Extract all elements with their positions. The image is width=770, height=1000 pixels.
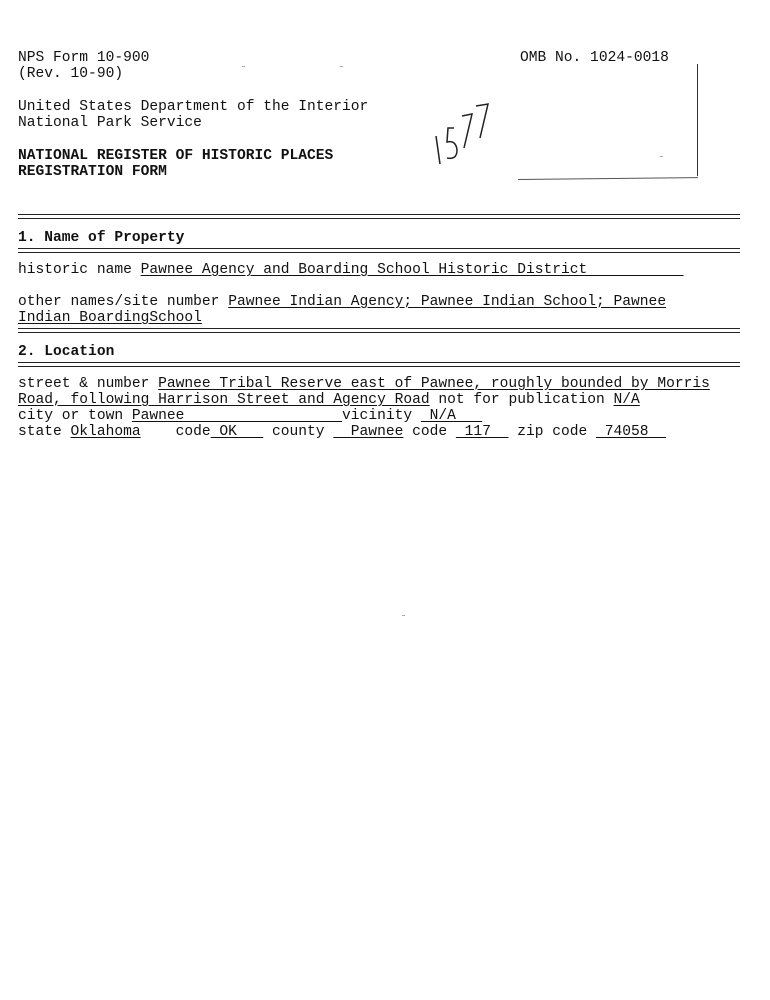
- street-row-cont: [18, 392, 640, 408]
- vicinity-value: N/A: [420, 408, 483, 424]
- section-divider: [18, 362, 740, 367]
- state-label: state: [18, 424, 71, 440]
- other-names-row-cont: [18, 310, 202, 326]
- section-divider: [18, 328, 740, 333]
- city-value: Pawnee: [131, 408, 343, 424]
- not-for-publication-label: not for publication: [429, 392, 614, 408]
- street-value-cont: Road, following Harrison Street and Agency Road: [18, 392, 430, 408]
- other-names-row: [18, 294, 666, 310]
- department-name: United States Department of the Interior: [18, 99, 369, 115]
- form-title-line2: REGISTRATION FORM: [18, 164, 167, 180]
- historic-name-label: historic name: [18, 262, 141, 278]
- scan-speck: [660, 156, 663, 157]
- form-title-line1: NATIONAL REGISTER OF HISTORIC PLACES: [18, 148, 334, 164]
- section-divider: [18, 214, 740, 219]
- scan-speck: [340, 66, 343, 67]
- county-value: Pawnee: [333, 424, 404, 440]
- city-label: city or town: [18, 408, 132, 424]
- state-code-label: code: [140, 424, 211, 440]
- street-label: street & number: [18, 376, 159, 392]
- city-row: [18, 408, 482, 424]
- form-number: NPS Form 10-900: [18, 50, 150, 66]
- street-value: Pawnee Tribal Reserve east of Pawnee, roughly bounded by Morris: [158, 376, 710, 392]
- historic-name-value: Pawnee Agency and Boarding School Historic District: [140, 262, 684, 278]
- county-code-value: 117: [455, 424, 509, 440]
- scan-speck: [402, 615, 405, 616]
- other-names-value-cont: Indian BoardingSchool: [18, 310, 202, 326]
- other-names-label: other names/site number: [18, 294, 229, 310]
- zip-label: zip code: [508, 424, 597, 440]
- other-names-value: Pawnee Indian Agency; Pawnee Indian School; Pawnee: [228, 294, 667, 310]
- section-heading-name-of-property: 1. Name of Property: [18, 230, 185, 246]
- stamp-box: [518, 64, 698, 180]
- state-row: [18, 424, 666, 440]
- zip-value: 74058: [596, 424, 667, 440]
- historic-name-row: [18, 262, 684, 278]
- county-code-label: code: [403, 424, 456, 440]
- handwritten-number-mark: [430, 98, 494, 168]
- form-revision: (Rev. 10-90): [18, 66, 124, 82]
- scan-speck: [242, 66, 245, 67]
- state-code-value: OK: [210, 424, 264, 440]
- section-heading-location: 2. Location: [18, 344, 115, 360]
- state-value: Oklahoma: [70, 424, 141, 440]
- agency-name: National Park Service: [18, 115, 202, 131]
- county-label: county: [263, 424, 334, 440]
- stamp-box-bottom: [518, 177, 698, 180]
- section-divider: [18, 248, 740, 253]
- street-row: [18, 376, 710, 392]
- stamp-box-edge: [697, 64, 698, 176]
- omb-number: OMB No. 1024-0018: [520, 50, 669, 66]
- not-for-publication-value: N/A: [613, 392, 640, 408]
- vicinity-label: vicinity: [342, 408, 421, 424]
